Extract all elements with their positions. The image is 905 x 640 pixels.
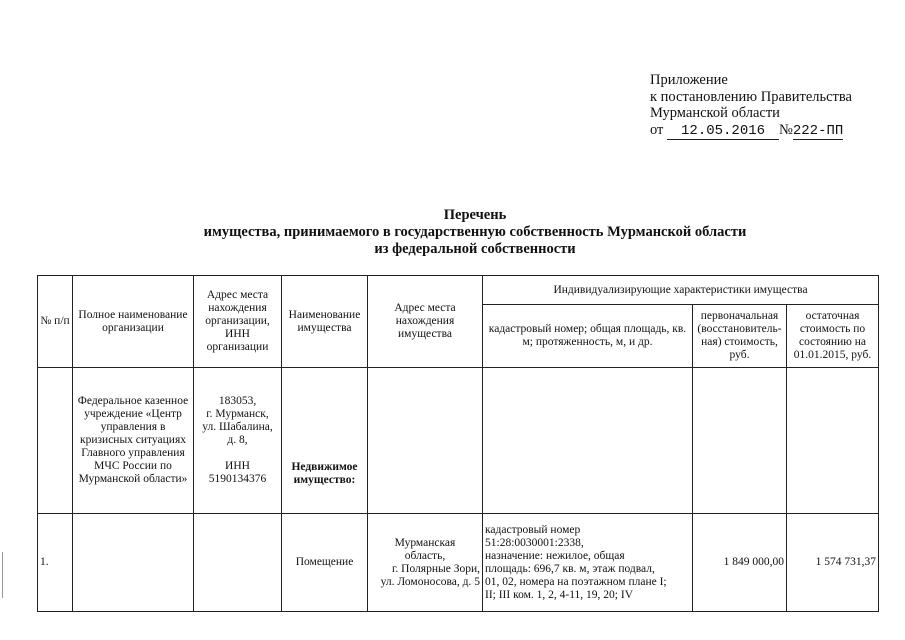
row-char-line4: площадь: 696,7 кв. м, этаж подвал, bbox=[485, 562, 655, 575]
property-table bbox=[37, 275, 879, 612]
table-row bbox=[38, 514, 879, 612]
annex-date-line bbox=[650, 122, 852, 141]
header-cadastral: кадастровый номер; общая площадь, кв. м; протяженность, м, и др. bbox=[483, 305, 693, 368]
annex-line3: Мурманской области bbox=[650, 105, 780, 121]
header-property-address: Адрес места нахождения имущества bbox=[368, 276, 483, 368]
header-residual-cost: остаточная стоимость по состоянию на 01.01.2015, руб. bbox=[787, 305, 879, 368]
annex-number: 222-ПП bbox=[792, 122, 844, 139]
row-org-name bbox=[73, 514, 194, 612]
org-empty-cell-2 bbox=[483, 368, 693, 514]
row-char-line5: 01, 02, номера на поэтажном плане I; bbox=[485, 575, 667, 588]
org-row bbox=[38, 368, 879, 514]
header-property-name: Наименование имущества bbox=[282, 276, 368, 368]
row-char-line3: назначение: нежилое, общая bbox=[485, 549, 625, 562]
row-org-address bbox=[194, 514, 282, 612]
header-initial-cost: первоначальная (восстановитель-ная) стоимость, руб. bbox=[693, 305, 787, 368]
row-initial-cost: 1 849 000,00 bbox=[693, 514, 787, 612]
annex-number-label: № bbox=[779, 121, 793, 138]
row-address-line3: г. Полярные Зори, bbox=[391, 562, 480, 575]
row-characteristics bbox=[483, 514, 693, 612]
row-address-line1: Мурманская bbox=[394, 536, 456, 549]
org-address-line2: г. Мурманск, bbox=[206, 408, 269, 420]
row-address-line2: область, bbox=[404, 549, 446, 562]
header-org-name: Полное наименование организации bbox=[73, 276, 194, 368]
org-num-cell bbox=[38, 368, 73, 514]
title-line2: имущества, принимаемого в государственную собственность Мурманской области bbox=[203, 224, 747, 240]
row-char-line6: II; III ком. 1, 2, 4-11, 19, 20; IV bbox=[485, 588, 634, 601]
title-line1: Перечень bbox=[443, 207, 507, 223]
annex-block bbox=[650, 72, 852, 140]
scan-edge-mark bbox=[2, 552, 3, 598]
org-address-line4: д. 8, bbox=[227, 434, 248, 446]
document-title bbox=[150, 207, 800, 258]
row-num: 1. bbox=[38, 514, 73, 612]
row-property-name: Помещение bbox=[282, 514, 368, 612]
org-address-line3: ул. Шабалина, bbox=[202, 421, 273, 433]
header-row-1 bbox=[38, 276, 879, 305]
annex-date: 12.05.2016 bbox=[667, 123, 779, 141]
header-characteristics: Индивидуализирующие характеристики имущества bbox=[483, 276, 879, 305]
header-org-address: Адрес места нахождения организации, ИНН организации bbox=[194, 276, 282, 368]
annex-line2: к постановлению Правительства bbox=[650, 88, 852, 105]
annex-from-label: от bbox=[650, 121, 664, 138]
org-empty-cell-1 bbox=[368, 368, 483, 514]
row-property-address bbox=[368, 514, 483, 612]
org-address-line1: 183053, bbox=[218, 395, 257, 407]
org-address-cell bbox=[194, 368, 282, 514]
title-line3: из федеральной собственности bbox=[374, 241, 576, 257]
org-inn: 5190134376 bbox=[208, 473, 267, 485]
row-residual-cost: 1 574 731,37 bbox=[787, 514, 879, 612]
annex-line1: Приложение bbox=[650, 72, 728, 88]
header-num: № п/п bbox=[38, 276, 73, 368]
org-inn-label: ИНН bbox=[225, 460, 250, 472]
row-char-line1: кадастровый номер bbox=[485, 523, 581, 536]
org-empty-cell-3 bbox=[693, 368, 787, 514]
property-type-cell: Недвижимое имущество: bbox=[282, 368, 368, 514]
org-name-cell: Федеральное казенное учреждение «Центр управления в кризисных ситуациях Главного управления МЧС России по Мурманской области» bbox=[73, 368, 194, 514]
row-address-line4: ул. Ломоносова, д. 5 bbox=[380, 575, 480, 588]
row-char-line2: 51:28:0030001:2338, bbox=[485, 536, 584, 549]
org-empty-cell-4 bbox=[787, 368, 879, 514]
